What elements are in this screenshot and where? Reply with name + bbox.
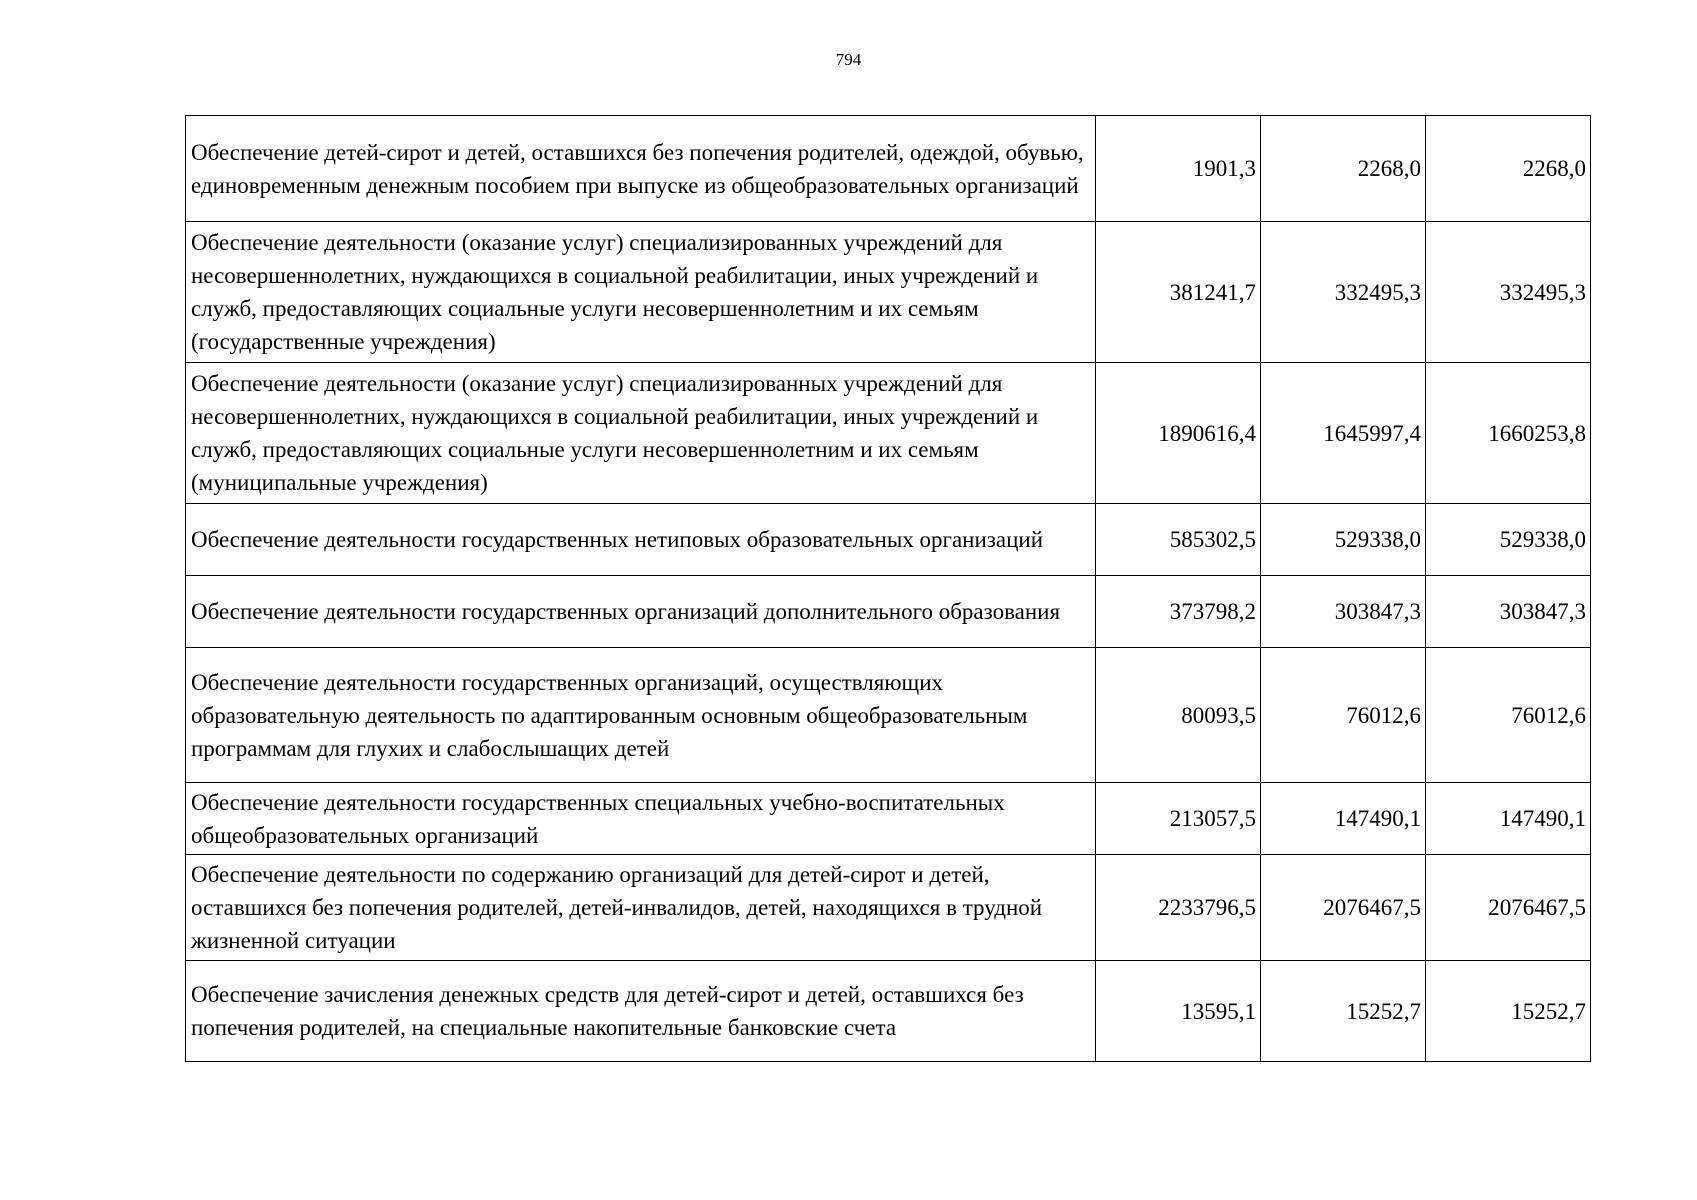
row-value-2: 529338,0 [1261,504,1426,576]
row-value-1: 213057,5 [1096,783,1261,855]
row-value-2: 1645997,4 [1261,363,1426,504]
row-value-3: 15252,7 [1426,961,1591,1062]
row-value-1: 1890616,4 [1096,363,1261,504]
row-value-3: 147490,1 [1426,783,1591,855]
row-value-3: 2076467,5 [1426,855,1591,961]
row-description: Обеспечение зачисления денежных средств для детей-сирот и детей, оставшихся без попечения родителей, на специальные накопительные банковские счета [186,961,1096,1062]
table-row [186,504,1591,576]
row-value-1: 381241,7 [1096,222,1261,363]
row-description: Обеспечение деятельности (оказание услуг) специализированных учреждений для несовершеннолетних, нуждающихся в социальной реабилитации, иных учреждений и служб, предоставляющих социальные услуги несовершеннолетним и их семьям (государственные учреждения) [186,222,1096,363]
row-value-1: 373798,2 [1096,576,1261,648]
row-value-1: 585302,5 [1096,504,1261,576]
table-row [186,363,1591,504]
row-description: Обеспечение деятельности по содержанию организаций для детей-сирот и детей, оставшихся без попечения родителей, детей-инвалидов, детей, находящихся в трудной жизненной ситуации [186,855,1096,961]
table-row [186,783,1591,855]
row-value-2: 2268,0 [1261,116,1426,222]
row-value-3: 332495,3 [1426,222,1591,363]
row-value-3: 2268,0 [1426,116,1591,222]
row-description: Обеспечение деятельности государственных нетиповых образовательных организаций [186,504,1096,576]
row-description: Обеспечение детей-сирот и детей, оставшихся без попечения родителей, одеждой, обувью, единовременным денежным пособием при выпуске из общеобразовательных организаций [186,116,1096,222]
row-value-2: 303847,3 [1261,576,1426,648]
row-value-3: 1660253,8 [1426,363,1591,504]
row-value-1: 13595,1 [1096,961,1261,1062]
row-value-2: 76012,6 [1261,648,1426,783]
row-value-3: 529338,0 [1426,504,1591,576]
table-row [186,961,1591,1062]
budget-table [185,115,1591,1062]
row-description: Обеспечение деятельности (оказание услуг) специализированных учреждений для несовершеннолетних, нуждающихся в социальной реабилитации, иных учреждений и служб, предоставляющих социальные услуги несовершеннолетним и их семьям (муниципальные учреждения) [186,363,1096,504]
row-value-1: 2233796,5 [1096,855,1261,961]
row-value-3: 303847,3 [1426,576,1591,648]
table-row [186,855,1591,961]
row-value-2: 147490,1 [1261,783,1426,855]
row-description: Обеспечение деятельности государственных организаций, осуществляющих образовательную деятельность по адаптированным основным общеобразовательным программам для глухих и слабослышащих детей [186,648,1096,783]
table-row [186,648,1591,783]
row-value-1: 80093,5 [1096,648,1261,783]
row-value-2: 2076467,5 [1261,855,1426,961]
row-value-3: 76012,6 [1426,648,1591,783]
table-row [186,116,1591,222]
row-value-1: 1901,3 [1096,116,1261,222]
row-value-2: 332495,3 [1261,222,1426,363]
row-value-2: 15252,7 [1261,961,1426,1062]
table-row [186,222,1591,363]
table-row [186,576,1591,648]
row-description: Обеспечение деятельности государственных специальных учебно-воспитательных общеобразовательных организаций [186,783,1096,855]
row-description: Обеспечение деятельности государственных организаций дополнительного образования [186,576,1096,648]
page-number: 794 [835,50,862,69]
